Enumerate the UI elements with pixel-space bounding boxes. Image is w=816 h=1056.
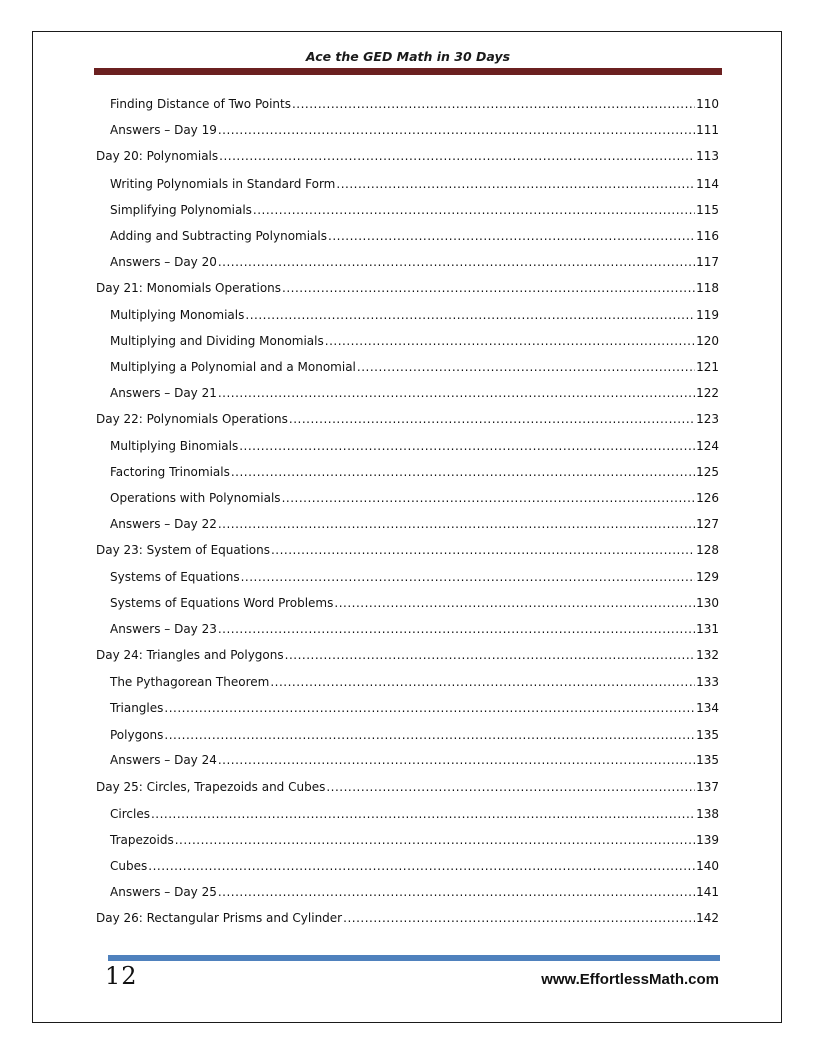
toc-entry-label: Cubes (110, 859, 148, 873)
toc-dot-leader (325, 332, 695, 350)
toc-entry (110, 253, 719, 271)
toc-entry (110, 699, 719, 717)
toc-entry-label: Answers – Day 20 (110, 255, 217, 269)
toc-entry (110, 463, 719, 481)
toc-entry-label: Multiplying a Polynomial and a Monomial (110, 360, 356, 374)
toc-dot-leader (164, 699, 695, 717)
toc-dot-leader (271, 541, 695, 559)
toc-entry-page: 114 (696, 177, 719, 191)
toc-entry-page: 116 (696, 229, 719, 243)
toc-entry-label: Day 26: Rectangular Prisms and Cylinder (96, 911, 343, 925)
toc-dot-leader (239, 437, 695, 455)
toc-dot-leader (148, 857, 695, 875)
toc-entry (110, 805, 719, 823)
toc-entry-page: 125 (696, 465, 719, 479)
toc-entry-label: Day 22: Polynomials Operations (96, 412, 288, 426)
toc-dot-leader (328, 227, 695, 245)
toc-dot-leader (218, 515, 695, 533)
toc-entry-page: 135 (696, 728, 719, 742)
toc-dot-leader (218, 751, 695, 769)
toc-entry-page: 110 (696, 97, 719, 111)
toc-entry-label: Adding and Subtracting Polynomials (110, 229, 327, 243)
toc-entry (110, 306, 719, 324)
toc-dot-leader (151, 805, 695, 823)
toc-dot-leader (219, 147, 695, 165)
toc-entry (110, 726, 719, 744)
toc-dot-leader (245, 306, 695, 324)
toc-entry (110, 201, 719, 219)
toc-entry-label: Day 24: Triangles and Polygons (96, 648, 284, 662)
toc-dot-leader (289, 410, 695, 428)
toc-entry-label: Day 25: Circles, Trapezoids and Cubes (96, 780, 326, 794)
toc-entry-label: Answers – Day 21 (110, 386, 217, 400)
toc-dot-leader (357, 358, 695, 376)
footer-rule (108, 955, 720, 961)
toc-entry-label: Triangles (110, 701, 164, 715)
toc-entry-page: 141 (696, 885, 719, 899)
toc-entry (110, 594, 719, 612)
toc-entry-page: 118 (696, 281, 719, 295)
toc-entry-page: 134 (696, 701, 719, 715)
toc-dot-leader (334, 594, 695, 612)
footer-url: www.EffortlessMath.com (541, 971, 719, 988)
toc-entry-page: 120 (696, 334, 719, 348)
toc-entry-label: Day 23: System of Equations (96, 543, 270, 557)
toc-entry-label: Answers – Day 25 (110, 885, 217, 899)
toc-entry (110, 620, 719, 638)
toc-entry (110, 883, 719, 901)
toc-entry-label: Factoring Trinomials (110, 465, 230, 479)
toc-entry-label: Circles (110, 807, 150, 821)
toc-entry (110, 751, 719, 769)
toc-entry-page: 121 (696, 360, 719, 374)
toc-entry-page: 138 (696, 807, 719, 821)
toc-day-entry (96, 279, 719, 297)
toc-entry-page: 119 (696, 308, 719, 322)
toc-dot-leader (253, 201, 695, 219)
toc-dot-leader (282, 279, 695, 297)
toc-entry-page: 137 (696, 780, 719, 794)
toc-day-entry (96, 410, 719, 428)
toc-entry (110, 358, 719, 376)
toc-dot-leader (218, 620, 695, 638)
toc-entry (110, 437, 719, 455)
toc-day-entry (96, 909, 719, 927)
toc-dot-leader (218, 121, 695, 139)
toc-entry-label: Multiplying Monomials (110, 308, 245, 322)
toc-entry (110, 384, 719, 402)
toc-entry-label: Day 20: Polynomials (96, 149, 219, 163)
toc-entry-page: 122 (696, 386, 719, 400)
toc-entry-label: Systems of Equations Word Problems (110, 596, 334, 610)
toc-entry-page: 139 (696, 833, 719, 847)
toc-dot-leader (218, 384, 695, 402)
toc-entry-label: Day 21: Monomials Operations (96, 281, 282, 295)
toc-entry-label: Multiplying Binomials (110, 439, 239, 453)
header-rule (94, 68, 722, 75)
toc-entry-label: The Pythagorean Theorem (110, 675, 270, 689)
toc-entry-page: 140 (696, 859, 719, 873)
toc-entry-page: 113 (696, 149, 719, 163)
toc-day-entry (96, 541, 719, 559)
toc-dot-leader (241, 568, 696, 586)
toc-entry-label: Writing Polynomials in Standard Form (110, 177, 336, 191)
toc-dot-leader (292, 95, 695, 113)
toc-entry (110, 121, 719, 139)
toc-entry-page: 115 (696, 203, 719, 217)
toc-entry-page: 129 (696, 570, 719, 584)
toc-entry (110, 332, 719, 350)
toc-entry-label: Answers – Day 19 (110, 123, 217, 137)
toc-dot-leader (218, 883, 695, 901)
toc-day-entry (96, 778, 719, 796)
toc-entry-label: Polygons (110, 728, 164, 742)
toc-entry (110, 673, 719, 691)
toc-dot-leader (270, 673, 695, 691)
toc-dot-leader (336, 175, 695, 193)
toc-dot-leader (218, 253, 695, 271)
toc-entry-page: 117 (696, 255, 719, 269)
running-header: Ace the GED Math in 30 Days (305, 49, 511, 64)
toc-entry-label: Answers – Day 23 (110, 622, 217, 636)
toc-entry (110, 175, 719, 193)
toc-day-entry (96, 147, 719, 165)
toc-dot-leader (175, 831, 695, 849)
toc-entry-label: Answers – Day 24 (110, 753, 217, 767)
toc-dot-leader (285, 646, 695, 664)
toc-dot-leader (343, 909, 695, 927)
toc-entry-label: Multiplying and Dividing Monomials (110, 334, 324, 348)
toc-entry-label: Simplifying Polynomials (110, 203, 252, 217)
toc-entry-label: Finding Distance of Two Points (110, 97, 291, 111)
toc-entry-page: 126 (696, 491, 719, 505)
toc-entry-page: 128 (696, 543, 719, 557)
toc-entry-page: 130 (696, 596, 719, 610)
toc-entry-page: 133 (696, 675, 719, 689)
toc-dot-leader (231, 463, 695, 481)
page-number: 12 (105, 962, 138, 990)
toc-dot-leader (164, 726, 695, 744)
toc-entry (110, 489, 719, 507)
toc-entry (110, 568, 719, 586)
toc-entry-page: 123 (696, 412, 719, 426)
toc-entry-page: 132 (696, 648, 719, 662)
toc-entry-label: Answers – Day 22 (110, 517, 217, 531)
toc-entry (110, 857, 719, 875)
toc-entry-page: 111 (696, 123, 719, 137)
toc-entry-page: 131 (696, 622, 719, 636)
toc-dot-leader (282, 489, 696, 507)
toc-entry-page: 127 (696, 517, 719, 531)
toc-entry-label: Systems of Equations (110, 570, 240, 584)
toc-day-entry (96, 646, 719, 664)
toc-entry-page: 124 (696, 439, 719, 453)
toc-entry-page: 135 (696, 753, 719, 767)
toc-entry (110, 95, 719, 113)
toc-entry (110, 227, 719, 245)
toc-entry (110, 515, 719, 533)
toc-entry-label: Operations with Polynomials (110, 491, 281, 505)
toc-entry-page: 142 (696, 911, 719, 925)
toc-dot-leader (326, 778, 695, 796)
toc-entry-label: Trapezoids (110, 833, 174, 847)
toc-entry (110, 831, 719, 849)
